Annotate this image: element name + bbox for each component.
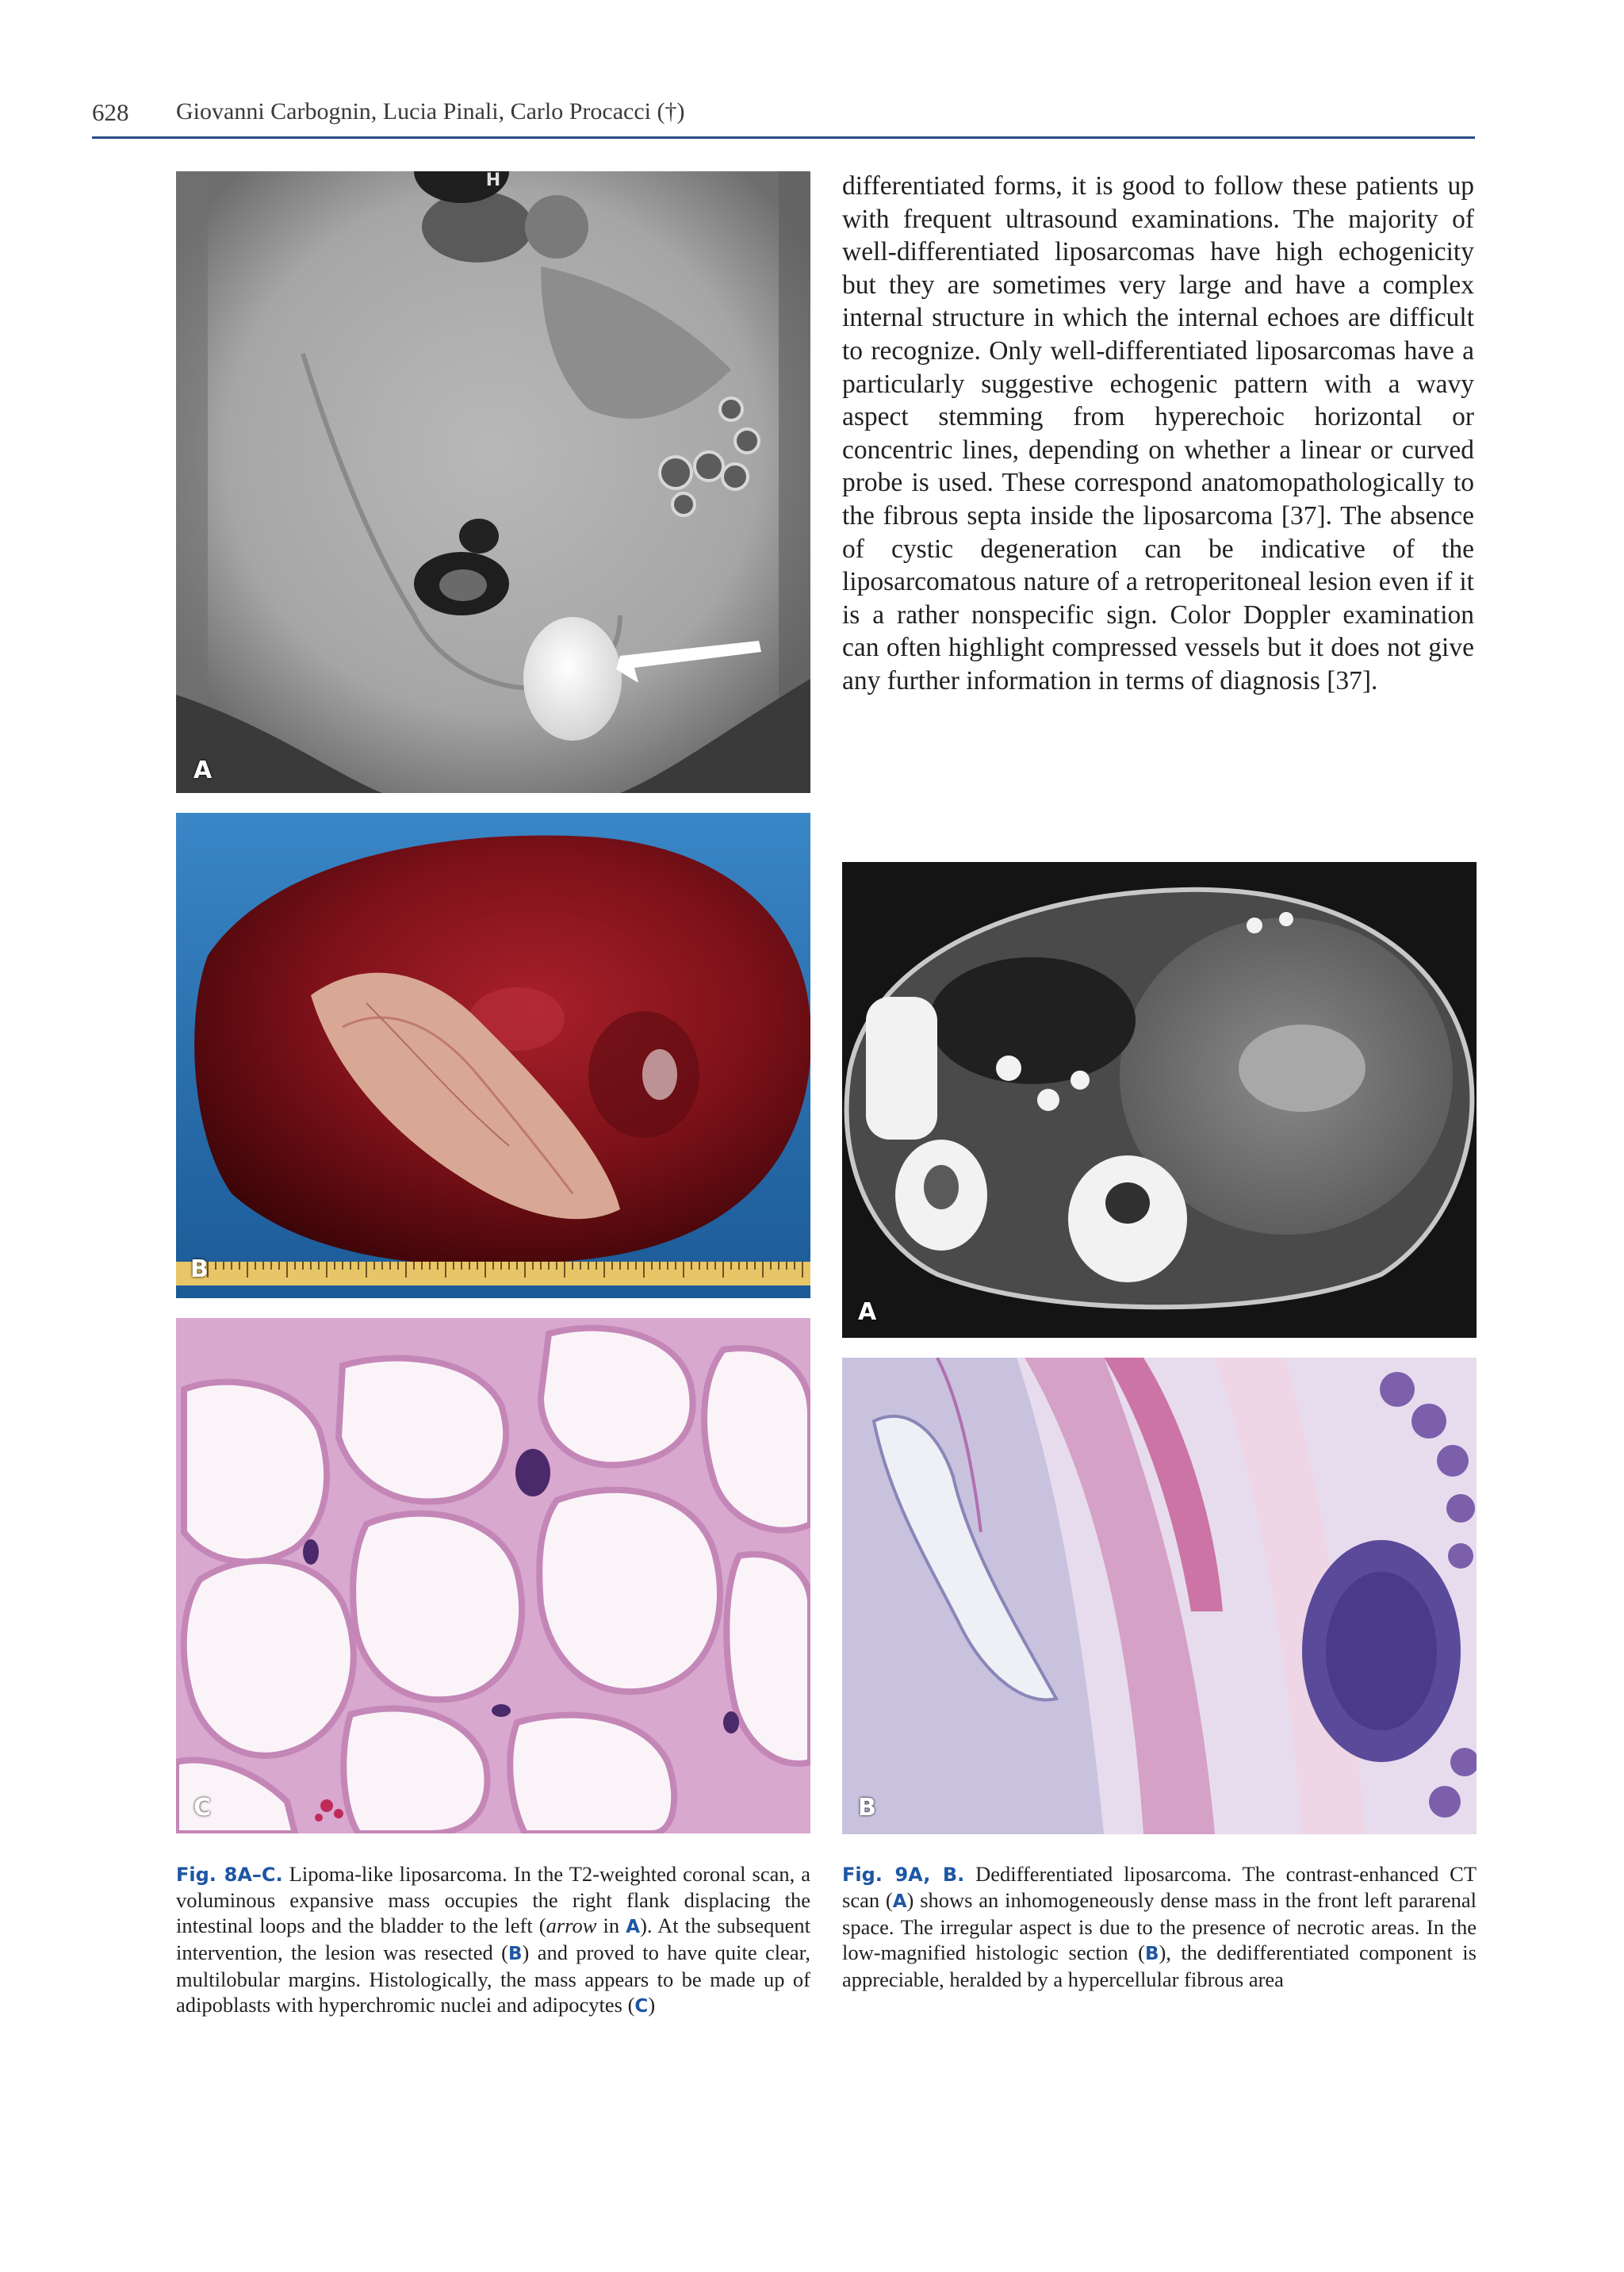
adipocyte-histology xyxy=(176,1318,810,1833)
body-paragraph: differentiated forms, it is good to follow these patients up with frequent ultrasound examinations. The majority of well-differentiated liposarcomas have high echogenicity but they are sometimes very large and have a complex internal structure in which the internal echoes are difficult to recognize. Only well-differentiated liposarcomas have a particularly suggestive echogenic pattern with a wavy aspect stemming from hyperechoic horizontal or concentric lines, depending on whether a linear or curved probe is used. These correspond anatomopathologically to the fibrous septa inside the liposarcoma [37]. The absence of cystic degeneration can be indicative of the liposarcomatous nature of a retroperitoneal lesion even if it is a rather nonspecific sign. Color Doppler examination can often highlight compressed vessels but it does not give any further information in terms of diagnosis [37]. xyxy=(842,171,1474,695)
panel-label-9a: A xyxy=(858,1298,877,1326)
caption9-text-2: ) shows an inhomogeneously dense mass in the front left pararenal space. The irregular aspect is due to the presence of necrotic areas. In the low-magnified histologic section ( xyxy=(842,1888,1477,1964)
caption8-text-1: Lipoma-like liposarcoma. In the T2-weighted coronal scan, a voluminous expansive mass occupies the right flank displacing the intestinal loops and the bladder to the left ( xyxy=(176,1862,810,1937)
figure-8c-histology xyxy=(176,1318,810,1833)
caption9-ref-a: A xyxy=(892,1891,907,1912)
caption8-ref-c: C xyxy=(634,1996,649,2017)
figure-9-caption xyxy=(842,1861,1477,1992)
panel-label-8c: C xyxy=(193,1794,212,1822)
panel-label-8a: A xyxy=(193,757,213,784)
figure-9a-ct-scan xyxy=(842,862,1477,1338)
figure-9b-histology xyxy=(842,1358,1477,1834)
figure-8-caption xyxy=(176,1861,810,2019)
caption8-ref-a: A xyxy=(626,1917,641,1937)
caption9-label: Fig. 9A, B. xyxy=(842,1864,965,1886)
dedifferentiated-histology xyxy=(842,1358,1477,1834)
caption9-text-1: Dedifferentiated liposarcoma. The contrast-enhanced CT scan ( xyxy=(842,1862,1477,1912)
caption8-ref-b: B xyxy=(508,1944,523,1964)
caption9-ref-b: B xyxy=(1144,1944,1159,1964)
figure-8b-specimen xyxy=(176,813,810,1298)
body-text-column xyxy=(842,170,1474,698)
caption8-label: Fig. 8A–C. xyxy=(176,1864,283,1886)
mri-marker-h: H xyxy=(485,171,501,190)
panel-label-8b: B xyxy=(190,1255,209,1283)
mri-coronal-image xyxy=(176,171,810,793)
caption8-text-3: ). At the subsequent intervention, the lesion was resected ( xyxy=(176,1914,811,1964)
specimen-photo xyxy=(176,813,810,1298)
figure-8a-mri xyxy=(176,171,810,793)
running-head: Giovanni Carbognin, Lucia Pinali, Carlo Procacci (†) xyxy=(176,98,685,125)
ct-axial-image xyxy=(842,862,1477,1338)
caption8-text-5: ) xyxy=(648,1993,656,2017)
header-rule xyxy=(92,136,1475,139)
panel-label-9b: B xyxy=(858,1794,876,1822)
page-number: 628 xyxy=(92,98,129,126)
caption8-arrow-word: arrow xyxy=(546,1914,597,1937)
caption8-text-4: ) and proved to have quite clear, multilobular margins. Histologically, the mass appears to be made up of adipoblasts with hyperchromic nuclei and adipocytes ( xyxy=(176,1941,810,2017)
caption9-text-3: ), the dedifferentiated component is appreciable, heralded by a hypercellular fibrous area xyxy=(842,1941,1477,1991)
caption8-text-2: in xyxy=(596,1914,626,1937)
